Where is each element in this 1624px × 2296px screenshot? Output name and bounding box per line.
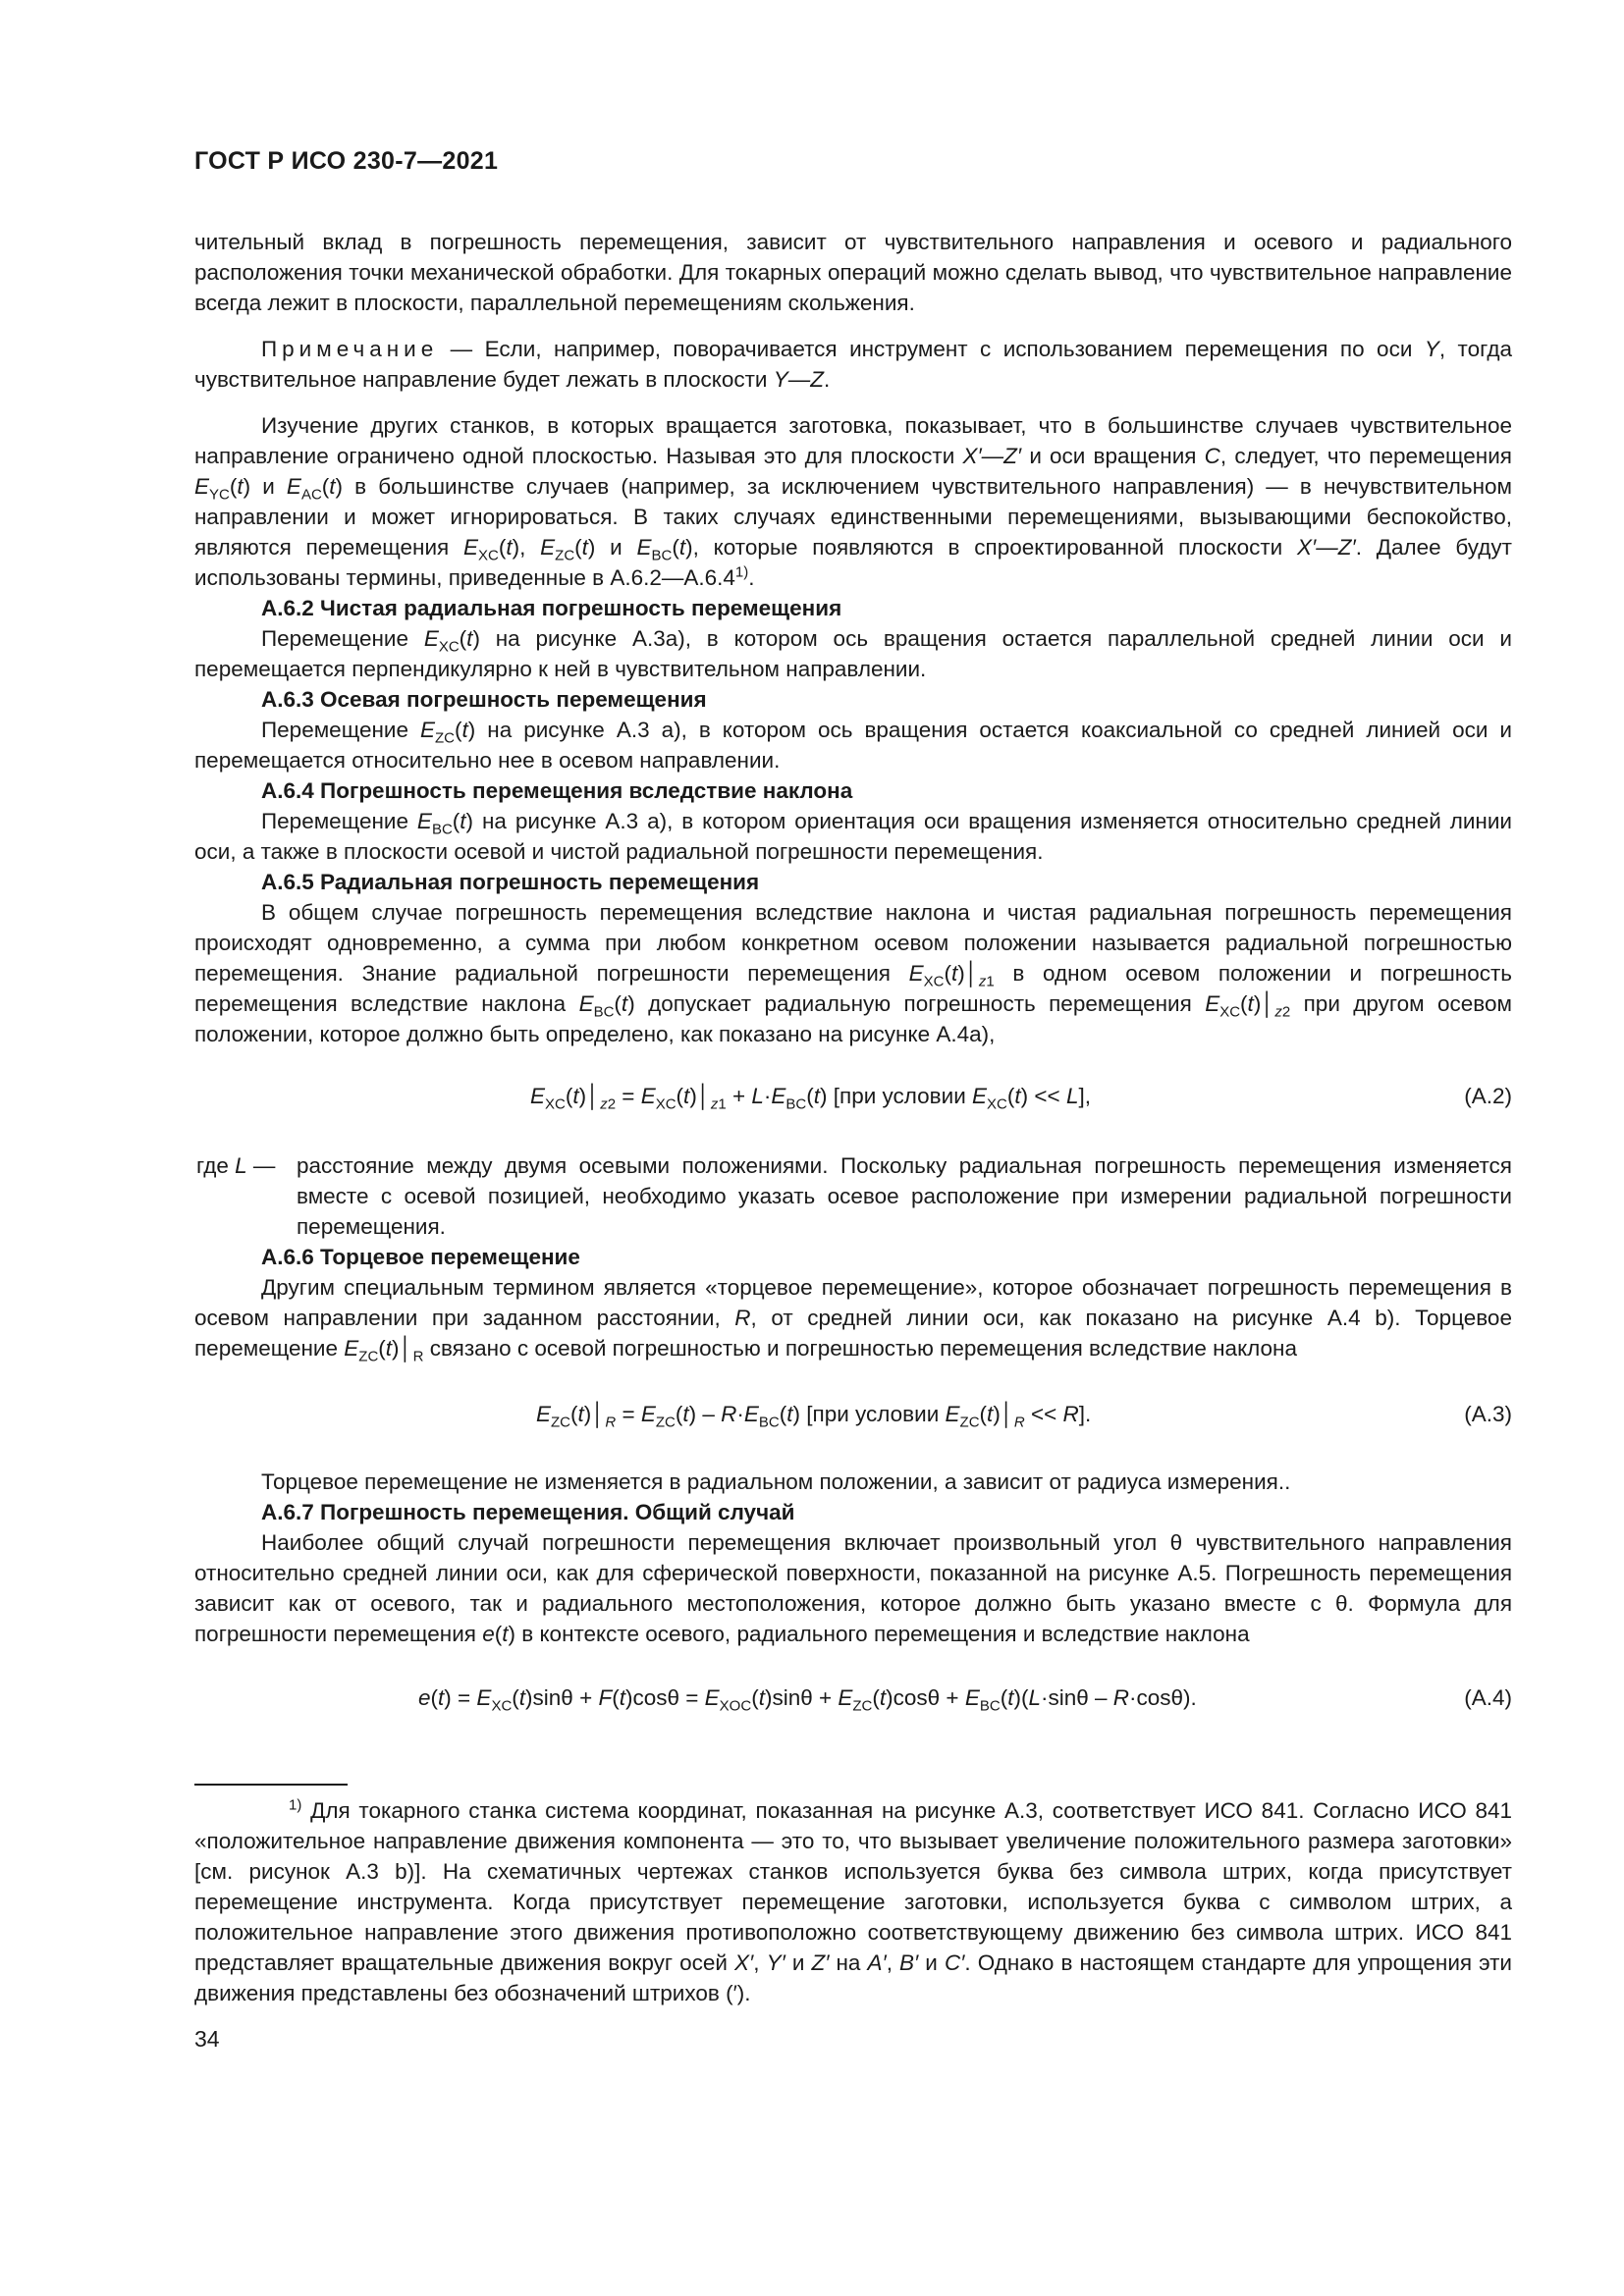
document-header: ГОСТ Р ИСО 230-7—2021 [194, 147, 499, 175]
paragraph-a67: Наиболее общий случай погрешности перемещения включает произвольный угол θ чувствительного направления относительно средней линии оси, как для сферической поверхности, показанной на рисунке А.5. Погрешность перемещения зависит как от осевого, так и радиального местоположения, которое должно быть указано вместе с θ. Формула для погрешности перемещения e(t) в контексте осевого, радиального перемещения и вследствие наклона [194, 1530, 1512, 1646]
formula-a3-expression: $E_{ZC}(t)│_R = E_{ZC}(t) - R\cdot E_{BC}(t)$ [при условии $E_{ZC}(t)│_R << R$]. [536, 1402, 1092, 1431]
heading-a67: А.6.7 Погрешность перемещения. Общий случай [261, 1500, 795, 1524]
footnote: $^{1)}$ Для токарного станка система координат, показанная на рисунке А.3, соответствует ИСО 841. Согласно ИСО 841 «положительное направление движения компонента — это то, что вызывает увеличение положительного размера заготовки» [см. рисунок А.3 b)]. На схематичных чертежах станков используется буква без символа штрих, когда присутствует перемещение инструмента. Когда присутствует перемещение заготовки, используется буква с символом штрих, а положительное направление этого движения противоположно соответствующему движению без символа штрих. ИСО 841 представляет вращательные движения вокруг осей X′, Y′ и Z′ на A′, B′ и C′. Однако в настоящем стандарте для упрощения эти движения представлены без обозначений штрихов (′). [194, 1796, 1512, 2005]
formula-a2-number: (A.2) [1464, 1084, 1512, 1108]
note-label: Примечание [261, 337, 439, 361]
heading-a62: А.6.2 Чистая радиальная погрешность перемещения [261, 596, 842, 620]
heading-a65: А.6.5 Радиальная погрешность перемещения [261, 870, 760, 894]
paragraph-a65: В общем случае погрешность перемещения вследствие наклона и чистая радиальная погрешность перемещения происходят одновременно, а сумма при любом конкретном осевом положении называется радиальной погрешностью перемещения. Знание радиальной погрешности перемещения $E_{XC}(t)│_{z1}$ в одном осевом положении и погрешность перемещения вследствие наклона $E_{BC}(t)$ допускает радиальную погрешность перемещения $E_{XC}(t)│_{z2}$ при другом осевом положении, которое должно быть определено, как показано на рисунке А.4а), [194, 900, 1512, 1046]
paragraph-a64: Перемещение $E_{BC}(t)$ на рисунке А.3 а), в котором ориентация оси вращения изменяется относительно средней линии оси, а также в плоскости осевой и чистой радиальной погрешности перемещения. [194, 809, 1512, 864]
formula-a3-number: (A.3) [1464, 1402, 1512, 1426]
paragraph-study: Изучение других станков, в которых вращается заготовка, показывает, что в большинстве случаев чувствительное направление ограничено одной плоскостью. Называя это для плоскости X′—Z′ и оси вращения C, следует, что перемещения $E_{YC}(t)$ и $E_{AC}(t)$ в большинстве случаев (например, за исключением чувствительного направления) — в нечувствительном направлении и может игнорироваться. В таких случаях единственными перемещениями, вызывающими беспокойство, являются перемещения $E_{XC}(t)$, $E_{ZC}(t)$ и $E_{BC}(t)$, которые появляются в спроектированной плоскости X′—Z′. Далее будут использованы термины, приведенные в А.6.2—А.6.4$^{1)}$. [194, 413, 1512, 590]
formula-a2 [194, 1081, 1512, 1111]
where-clause [194, 1150, 1512, 1242]
formula-a4-expression: $e(t) = E_{XC}(t)\sin\theta + F(t)\cos\theta = E_{XOC}(t)\sin\theta + E_{ZC}(t)\cos\theta + E_{BC}(t)(L\cdot\sin\theta - R\cdot\cos\theta)$. [418, 1685, 1197, 1715]
footnote-ref[interactable]: 1) [734, 563, 749, 581]
heading-a66: А.6.6 Торцевое перемещение [261, 1245, 580, 1269]
formula-a4 [194, 1682, 1512, 1713]
paragraph-a63: Перемещение $E_{ZC}(t)$ на рисунке А.3 а), в котором ось вращения остается коаксиальной со средней линией оси и перемещается относительно нее в осевом направлении. [194, 718, 1512, 773]
paragraph-a62: Перемещение $E_{XC}(t)$ на рисунке А.3а), в котором ось вращения остается параллельной средней линии оси и перемещается перпендикулярно к ней в чувствительном направлении. [194, 626, 1512, 681]
document-page [194, 147, 1512, 2053]
paragraph-a66: Другим специальным термином является «торцевое перемещение», которое обозначает погрешность перемещения в осевом направлении при заданном расстоянии, R, от средней линии оси, как показано на рисунке А.4 b). Торцевое перемещение $E_{ZC}(t)│_R$ связано с осевой погрешностью и погрешностью перемещения вследствие наклона [194, 1275, 1512, 1365]
paragraph-intro: чительный вклад в погрешность перемещения, зависит от чувствительного направления и осевого и радиального расположения точки механической обработки. Для токарных операций можно сделать вывод, что чувствительное направление всегда лежит в плоскости, параллельной перемещениям скольжения. [194, 230, 1512, 315]
where-label: где L — [196, 1153, 276, 1178]
formula-a4-number: (A.4) [1464, 1685, 1512, 1710]
heading-a64: А.6.4 Погрешность перемещения вследствие наклона [261, 778, 853, 803]
where-text: расстояние между двумя осевыми положениями. Поскольку радиальная погрешность перемещения изменяется вместе с осевой позицией, необходимо указать осевое расположение при измерении радиальной погрешности перемещения. [297, 1153, 1512, 1239]
page-number: 34 [194, 2026, 220, 2052]
paragraph-a66-after: Торцевое перемещение не изменяется в радиальном положении, а зависит от радиуса измерения.. [261, 1469, 1291, 1494]
formula-a2-expression: $E_{XC}(t)│_{z2}$ = $E_{XC}(t)│_{z1} + L\cdot E_{BC}(t)$ [при условии $E_{XC}(t) << L$], [530, 1084, 1091, 1113]
note-text: Если, например, поворачивается инструмент с использованием перемещения по оси [484, 337, 1413, 361]
footnote-divider [194, 1784, 348, 1786]
note-paragraph: Примечание — Если, например, поворачивается инструмент с использованием перемещения по оси Y, тогда чувствительное направление будет лежать в плоскости Y—Z. [194, 337, 1512, 392]
formula-a3 [194, 1399, 1512, 1429]
heading-a63: А.6.3 Осевая погрешность перемещения [261, 687, 707, 712]
